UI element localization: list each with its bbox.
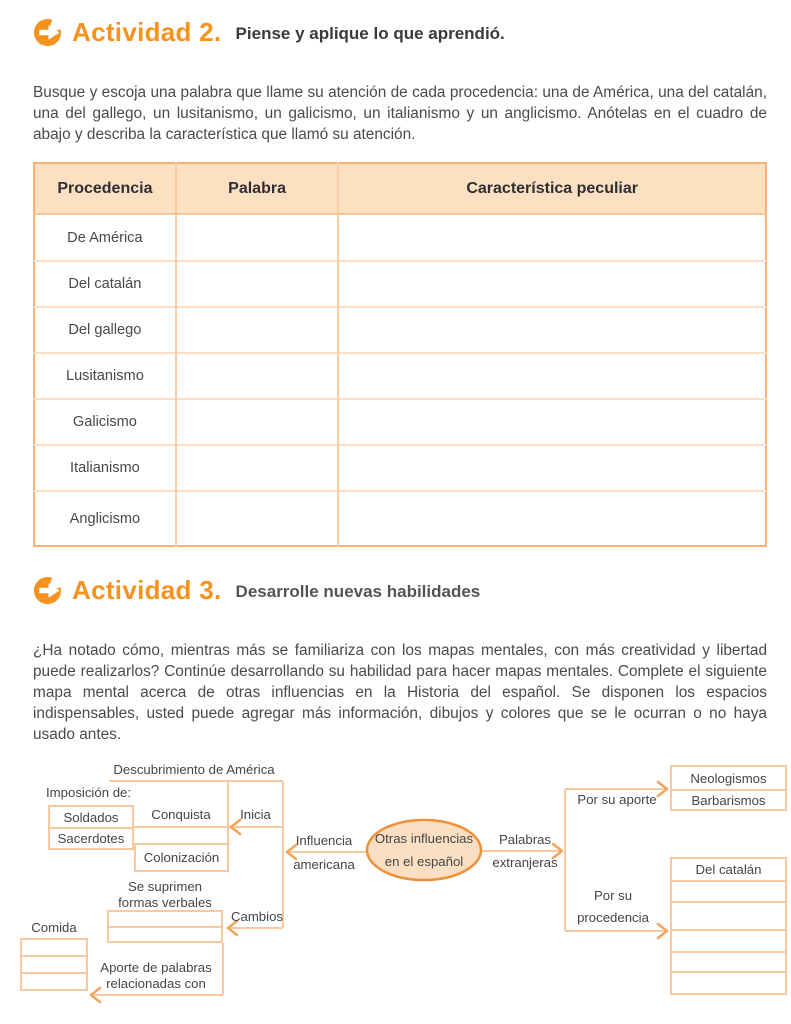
header-procedencia: Procedencia	[34, 163, 176, 214]
label-por-su-procedencia: Por su procedencia	[577, 888, 649, 925]
comida-empty-stack	[20, 938, 88, 991]
box-colonizacion: Colonización	[134, 843, 229, 872]
box-soldados: Soldados	[63, 809, 119, 825]
label-conquista: Conquista	[151, 807, 211, 822]
fill-in-row	[22, 972, 86, 989]
fill-in-row	[22, 940, 86, 955]
fill-in-row	[22, 955, 86, 972]
soldados-sacerdotes-stack	[48, 805, 134, 850]
label-se-suprimen: Se suprimen formas verbales	[118, 879, 212, 910]
fill-in-row	[672, 929, 785, 951]
label-influencia-americana: Influencia americana	[293, 833, 355, 872]
row-label: Lusitanismo	[34, 353, 176, 399]
box-del-catalan: Del catalán	[695, 862, 762, 877]
header-caracteristica: Característica peculiar	[338, 163, 766, 214]
box-sacerdotes: Sacerdotes	[50, 827, 132, 848]
row-label: Anglicismo	[34, 491, 176, 546]
row-label: De América	[67, 229, 143, 246]
activity3-subtitle: Desarrolle nuevas habilidades	[235, 582, 481, 601]
label-imposicion: Imposición de:	[46, 785, 132, 800]
procedencia-stack	[670, 857, 787, 995]
center-topic-label: Otras influencias en el español	[374, 831, 474, 869]
label-aporte-palabras: Aporte de palabras relacionadas con	[100, 960, 212, 991]
label-descubrimiento: Descubrimiento de América	[113, 762, 275, 777]
cambios-empty-stack	[107, 910, 223, 943]
activity2-subtitle: Piense y aplique lo que aprendió.	[235, 24, 505, 43]
activity3-instructions: ¿Ha notado cómo, mientras más se familiariza con los mapas mentales, con más creatividad y libertad puede realizarlos? Continúe desarrollando su habilidad para hacer mapas mentales. Complete el siguiente mapa mental acerca de otras influencias en la Historia del español. Se disponen los espacios indispensables, usted puede agregar más información, dibujos y colores que se le ocurran o no haya usado antes.	[33, 642, 767, 743]
label-cambios: Cambios	[230, 909, 284, 924]
row-label: Del gallego	[34, 307, 176, 353]
box-barbarismos: Barbarismos	[672, 789, 785, 809]
fill-in-row	[672, 971, 785, 993]
label-palabras-extranjeras: Palabras extranjeras	[492, 832, 558, 870]
header-palabra: Palabra	[176, 163, 339, 214]
fill-in-row	[109, 912, 221, 926]
fill-in-row	[672, 951, 785, 971]
box-neologismos: Neologismos	[690, 770, 767, 786]
activity2-title: Actividad 2.	[72, 17, 222, 47]
activity3-title: Actividad 3.	[72, 575, 222, 605]
label-comida: Comida	[31, 920, 77, 935]
fill-in-row	[672, 880, 785, 901]
row-label: Italianismo	[34, 445, 176, 491]
label-inicia: Inicia	[240, 807, 271, 822]
aporte-stack	[670, 765, 787, 811]
row-label: Del catalán	[34, 261, 176, 307]
fill-in-row	[109, 926, 221, 941]
label-por-su-aporte: Por su aporte	[577, 792, 657, 807]
fill-in-row	[672, 901, 785, 929]
activity2-instructions: Busque y escoja una palabra que llame su atención de cada procedencia: una de América, una del catalán, una del gallego, un lusitanismo, un galicismo, un italianismo y un anglicismo. Anótelas en el cuadro de abajo y describa la característica que llamó su atención.	[33, 84, 767, 143]
row-label: Galicismo	[34, 399, 176, 445]
